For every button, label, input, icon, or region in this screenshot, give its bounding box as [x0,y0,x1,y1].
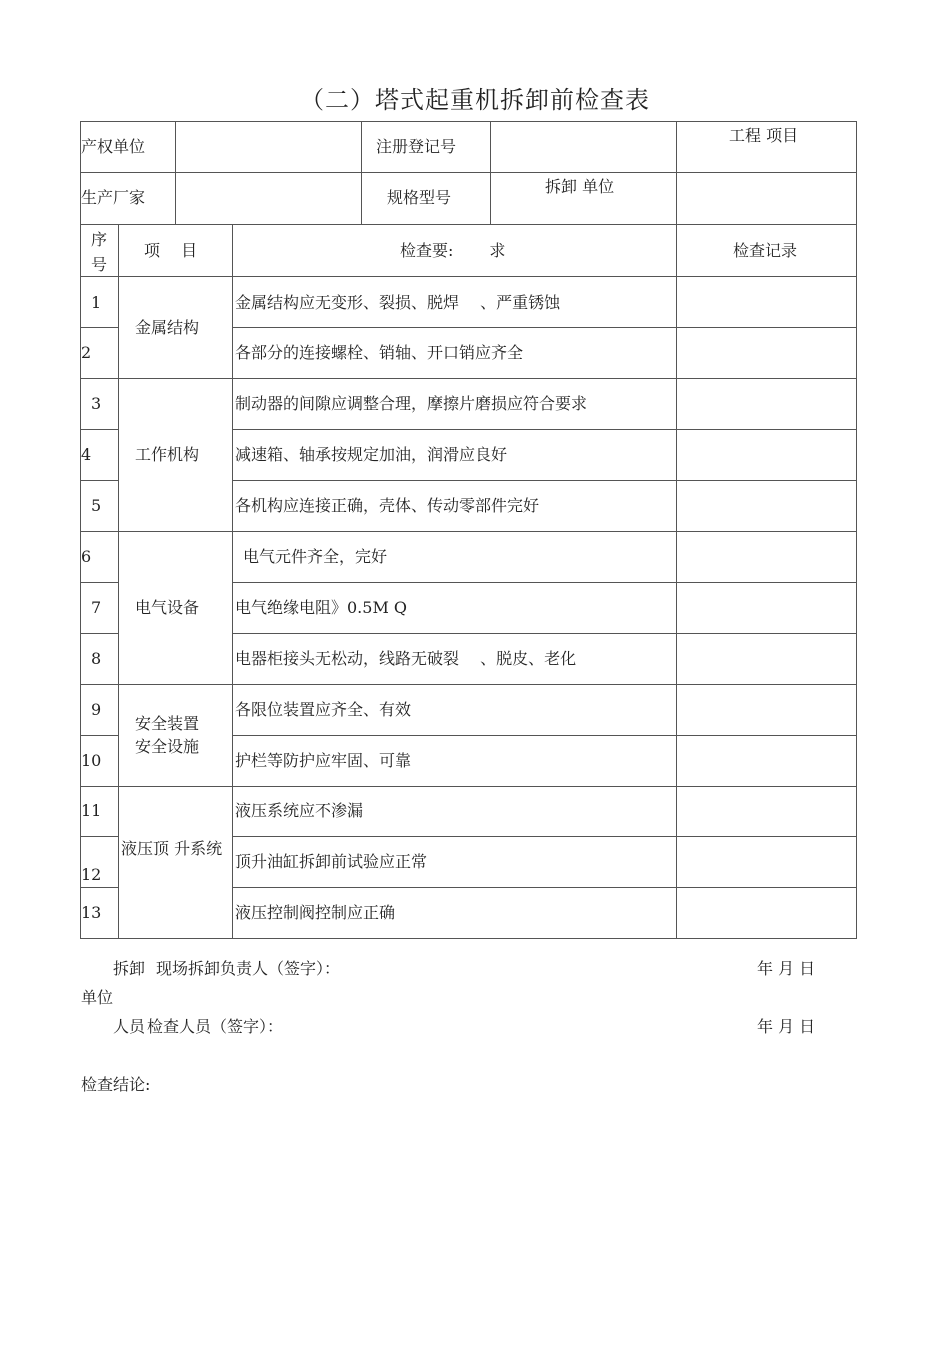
dismantle-unit-prefix: 拆卸 [113,959,146,978]
row-number: 2 [81,343,92,362]
requirement-text: 各部分的连接螺栓、销轴、开口销应齐全 [235,343,524,362]
row-number: 5 [91,496,102,515]
row-number: 11 [81,801,102,820]
registration-label: 注册登记号 [376,137,457,156]
inspector-prefix: 人员 [113,1017,146,1036]
item-header: 项 目 [144,241,198,260]
project-label: 工程 项目 [729,126,799,145]
inspector-date-label: 年 月 日 [757,1017,816,1036]
row-number: 13 [81,903,102,922]
row-number: 6 [81,547,92,566]
group-hydraulic: 液压顶 升系统 [121,839,223,858]
group-electrical: 电气设备 [135,598,200,617]
row-number: 7 [91,598,102,617]
document-title: （二）塔式起重机拆卸前检查表 [300,86,650,114]
requirement-text: 电气元件齐全，完好 [243,547,388,566]
requirement-text: 制动器的间隙应调整合理，摩擦片磨损应符合要求 [235,394,588,413]
row-number: 3 [91,394,102,413]
requirement-text: 减速箱、轴承按规定加油，润滑应良好 [235,445,508,464]
requirement-header: 检查要: 求 [400,241,506,260]
group-working-mechanism: 工作机构 [135,445,200,464]
group-metal-structure: 金属结构 [135,318,200,337]
owner-label: 产权单位 [81,137,146,156]
row-number: 10 [81,751,102,770]
maker-label: 生产厂家 [81,188,146,207]
conclusion-label: 检查结论: [81,1075,151,1094]
requirement-text: 护栏等防护应牢固、可靠 [235,751,412,770]
site-leader-label: 现场拆卸负责人（签字）： [156,959,341,978]
group-safety-line1: 安全装置 [135,714,200,733]
requirement-text: 顶升油缸拆卸前试验应正常 [235,852,428,871]
record-header: 检查记录 [733,241,798,260]
requirement-text: 各机构应连接正确，壳体、传动零部件完好 [235,496,540,515]
leader-date-label: 年 月 日 [757,959,816,978]
requirement-text: 液压系统应不渗漏 [235,801,364,820]
group-safety-line2: 安全设施 [135,737,200,756]
seq-header-line1: 序 [91,230,108,249]
row-number: 1 [91,293,102,312]
dismantle-unit-label: 拆卸 单位 [545,177,615,196]
requirement-text: 电气绝缘电阻》0.5M Q [235,598,408,617]
model-label: 规格型号 [387,188,452,207]
seq-header-line2: 号 [91,255,108,274]
requirement-text: 各限位装置应齐全、有效 [235,700,412,719]
row-number: 12 [81,865,102,884]
row-number: 9 [91,700,102,719]
dismantle-unit-suffix: 单位 [81,988,114,1007]
row-number: 8 [91,649,102,668]
requirement-text: 电器柜接头无松动，线路无破裂 、脱皮、老化 [235,649,577,668]
requirement-text: 金属结构应无变形、裂损、脱焊 、严重锈蚀 [235,293,561,312]
inspector-label: 检查人员（签字）： [147,1017,284,1036]
requirement-text: 液压控制阀控制应正确 [235,903,396,922]
row-number: 4 [81,445,92,464]
